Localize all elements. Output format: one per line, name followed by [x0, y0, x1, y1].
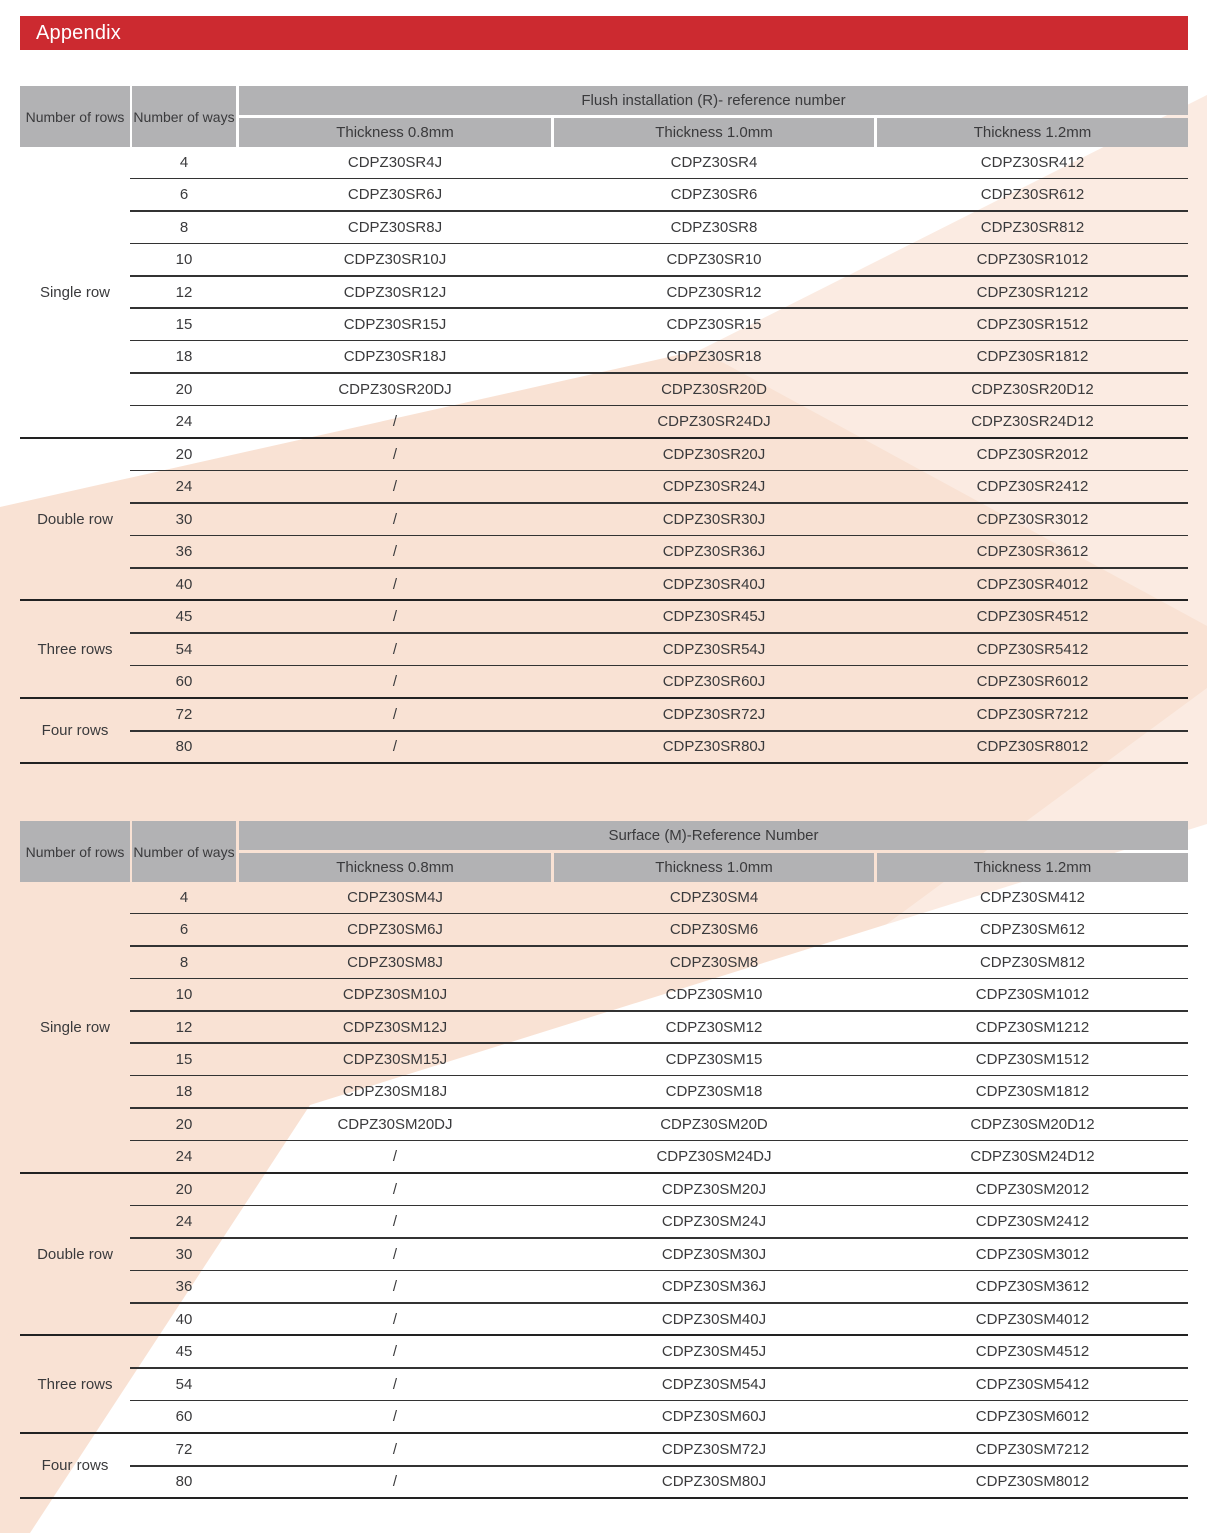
row-group-label: Three rows: [37, 1375, 113, 1393]
ref-cell-thickness-12: CDPZ30SM20D12: [970, 1115, 1095, 1133]
ref-cell-thickness-10: CDPZ30SM12: [665, 1018, 763, 1036]
table-row: [20, 979, 1188, 1010]
ref-cell-thickness-08: /: [392, 1310, 398, 1328]
header-number-of-ways: Number of ways: [132, 821, 236, 882]
ref-cell-thickness-08: /: [392, 1408, 398, 1426]
ways-cell: 10: [175, 986, 193, 1004]
ways-cell: 36: [175, 1278, 193, 1296]
ref-cell-thickness-10: CDPZ30SR30J: [662, 510, 766, 528]
ref-cell-thickness-10: CDPZ30SR60J: [662, 673, 766, 691]
ref-cell-thickness-08: CDPZ30SM15J: [342, 1050, 448, 1068]
ref-cell-thickness-10: CDPZ30SR4: [670, 153, 758, 171]
ways-cell: 8: [179, 953, 189, 971]
ref-cell-thickness-08: /: [392, 738, 398, 756]
ref-cell-thickness-08: /: [392, 1343, 398, 1361]
ways-cell: 18: [175, 348, 193, 366]
ref-cell-thickness-12: CDPZ30SR3612: [976, 543, 1089, 561]
row-group-label: Single row: [39, 1018, 111, 1036]
ref-cell-thickness-10: CDPZ30SR40J: [662, 575, 766, 593]
ref-cell-thickness-10: CDPZ30SR8: [670, 218, 758, 236]
ref-cell-thickness-12: CDPZ30SM812: [979, 953, 1086, 971]
table-row: [20, 406, 1188, 437]
ways-cell: 80: [175, 1473, 193, 1491]
ref-cell-thickness-10: CDPZ30SM36J: [661, 1278, 767, 1296]
row-group-label: Three rows: [37, 640, 113, 658]
ways-cell: 6: [179, 921, 189, 939]
ways-cell: 40: [175, 1310, 193, 1328]
ref-cell-thickness-12: CDPZ30SR6012: [976, 673, 1089, 691]
table-row: [20, 569, 1188, 600]
ref-cell-thickness-12: CDPZ30SM8012: [975, 1473, 1090, 1491]
row-group: [20, 699, 1188, 764]
ref-cell-thickness-12: CDPZ30SM1212: [975, 1018, 1090, 1036]
ways-cell: 30: [175, 510, 193, 528]
ref-cell-thickness-10: CDPZ30SM40J: [661, 1310, 767, 1328]
row-group-label: Double row: [37, 510, 113, 528]
table-row: [20, 1369, 1188, 1400]
surface-table-body: [20, 882, 1188, 1499]
ref-cell-thickness-08: /: [392, 1148, 398, 1166]
ref-cell-thickness-08: CDPZ30SR15J: [343, 315, 447, 333]
ref-cell-thickness-12: CDPZ30SR1512: [976, 315, 1089, 333]
ref-cell-thickness-12: CDPZ30SR4512: [976, 608, 1089, 626]
table-row: [20, 914, 1188, 945]
ref-cell-thickness-08: /: [392, 543, 398, 561]
table-row: [20, 309, 1188, 340]
row-group-label: Double row: [37, 1245, 113, 1263]
table-row: [20, 1076, 1188, 1107]
ref-cell-thickness-08: CDPZ30SM8J: [347, 953, 443, 971]
ref-cell-thickness-10: CDPZ30SM10: [665, 986, 763, 1004]
ref-cell-thickness-08: CDPZ30SM6J: [347, 921, 443, 939]
ref-cell-thickness-08: /: [392, 413, 398, 431]
ref-cell-thickness-10: CDPZ30SM15: [665, 1050, 763, 1068]
ref-cell-thickness-12: CDPZ30SR812: [980, 218, 1085, 236]
ways-cell: 60: [175, 1408, 193, 1426]
flush-table-body: [20, 147, 1188, 764]
table-row: [20, 1174, 1188, 1205]
ref-cell-thickness-10: CDPZ30SM72J: [661, 1441, 767, 1459]
flush-table-header: [20, 86, 1188, 147]
table-row: [20, 439, 1188, 470]
table-row: [20, 666, 1188, 697]
ref-cell-thickness-08: /: [392, 1278, 398, 1296]
ways-cell: 15: [175, 315, 193, 333]
table-row: [20, 212, 1188, 243]
ref-cell-thickness-12: CDPZ30SR24D12: [971, 413, 1094, 431]
ways-cell: 60: [175, 673, 193, 691]
table-row: [20, 341, 1188, 372]
ref-cell-thickness-10: CDPZ30SM6: [669, 921, 759, 939]
ways-cell: 15: [175, 1050, 193, 1068]
table-row: [20, 882, 1188, 913]
flush-installation-table: [20, 86, 1188, 764]
ref-cell-thickness-12: CDPZ30SM1012: [975, 986, 1090, 1004]
ways-cell: 8: [179, 218, 189, 236]
ref-cell-thickness-12: CDPZ30SM412: [979, 888, 1086, 906]
ref-cell-thickness-12: CDPZ30SR1012: [976, 251, 1089, 269]
header-number-of-ways: Number of ways: [132, 86, 236, 147]
row-group-label: Four rows: [41, 1457, 109, 1475]
ref-cell-thickness-08: CDPZ30SR6J: [347, 186, 443, 204]
ref-cell-thickness-08: CDPZ30SM20DJ: [337, 1115, 453, 1133]
ref-cell-thickness-08: /: [392, 706, 398, 724]
flush-thickness-row: [239, 118, 1188, 147]
table-row: [20, 947, 1188, 978]
ways-cell: 72: [175, 706, 193, 724]
ref-cell-thickness-12: CDPZ30SM4012: [975, 1310, 1090, 1328]
ref-cell-thickness-08: CDPZ30SR8J: [347, 218, 443, 236]
ref-cell-thickness-08: /: [392, 673, 398, 691]
header-thickness-12: Thickness 1.2mm: [877, 118, 1188, 147]
ref-cell-thickness-12: CDPZ30SR2412: [976, 478, 1089, 496]
table-row: [20, 277, 1188, 308]
ref-cell-thickness-08: CDPZ30SM12J: [342, 1018, 448, 1036]
ways-cell: 6: [179, 186, 189, 204]
ref-cell-thickness-12: CDPZ30SM7212: [975, 1441, 1090, 1459]
header-flush-span: Flush installation (R)- reference number: [239, 86, 1188, 115]
ways-cell: 45: [175, 1343, 193, 1361]
table-row: [20, 634, 1188, 665]
ways-cell: 24: [175, 413, 193, 431]
ref-cell-thickness-10: CDPZ30SR18: [666, 348, 762, 366]
row-group: [20, 1336, 1188, 1434]
header-thickness-08: Thickness 0.8mm: [239, 118, 551, 147]
ref-cell-thickness-08: CDPZ30SR18J: [343, 348, 447, 366]
ways-cell: 36: [175, 543, 193, 561]
table-row: [20, 1012, 1188, 1043]
banner-title: Appendix: [36, 21, 121, 44]
ref-cell-thickness-12: CDPZ30SR1812: [976, 348, 1089, 366]
ref-cell-thickness-10: CDPZ30SM20J: [661, 1180, 767, 1198]
row-group: [20, 882, 1188, 1174]
table-row: [20, 601, 1188, 632]
ref-cell-thickness-08: /: [392, 1375, 398, 1393]
ways-cell: 4: [179, 888, 189, 906]
ref-cell-thickness-12: CDPZ30SM4512: [975, 1343, 1090, 1361]
table-row: [20, 1304, 1188, 1335]
ref-cell-thickness-12: CDPZ30SR2012: [976, 445, 1089, 463]
ref-cell-thickness-08: CDPZ30SR12J: [343, 283, 447, 301]
table-row: [20, 536, 1188, 567]
ref-cell-thickness-08: /: [392, 1180, 398, 1198]
table-row: [20, 1336, 1188, 1367]
ways-cell: 20: [175, 445, 193, 463]
ref-cell-thickness-10: CDPZ30SR24DJ: [657, 413, 771, 431]
ways-cell: 4: [179, 153, 189, 171]
ref-cell-thickness-12: CDPZ30SM24D12: [970, 1148, 1095, 1166]
ways-cell: 12: [175, 1018, 193, 1036]
row-group: [20, 147, 1188, 439]
header-thickness-12: Thickness 1.2mm: [877, 853, 1188, 882]
ways-cell: 20: [175, 380, 193, 398]
table-row: [20, 699, 1188, 730]
row-group: [20, 1434, 1188, 1499]
surface-table-header: [20, 821, 1188, 882]
ref-cell-thickness-10: CDPZ30SR20D: [661, 380, 767, 398]
ref-cell-thickness-10: CDPZ30SR80J: [662, 738, 766, 756]
table-row: [20, 1401, 1188, 1432]
ref-cell-thickness-08: CDPZ30SM10J: [342, 986, 448, 1004]
ref-cell-thickness-12: CDPZ30SR612: [980, 186, 1085, 204]
ways-cell: 20: [175, 1180, 193, 1198]
header-thickness-08: Thickness 0.8mm: [239, 853, 551, 882]
ref-cell-thickness-10: CDPZ30SR36J: [662, 543, 766, 561]
ref-cell-thickness-12: CDPZ30SM1812: [975, 1083, 1090, 1101]
ways-cell: 24: [175, 478, 193, 496]
ref-cell-thickness-10: CDPZ30SR15: [666, 315, 762, 333]
row-group: [20, 439, 1188, 601]
ref-cell-thickness-10: CDPZ30SR54J: [662, 640, 766, 658]
ref-cell-thickness-10: CDPZ30SM4: [669, 888, 759, 906]
ref-cell-thickness-10: CDPZ30SM24DJ: [656, 1148, 772, 1166]
ref-cell-thickness-10: CDPZ30SR72J: [662, 706, 766, 724]
ways-cell: 10: [175, 251, 193, 269]
ref-cell-thickness-12: CDPZ30SR5412: [976, 640, 1089, 658]
table-row: [20, 1044, 1188, 1075]
ref-cell-thickness-10: CDPZ30SM20D: [660, 1115, 768, 1133]
header-number-of-rows: Number of rows: [20, 821, 130, 882]
ref-cell-thickness-12: CDPZ30SM3612: [975, 1278, 1090, 1296]
header-surface-span: Surface (M)-Reference Number: [239, 821, 1188, 850]
ref-cell-thickness-10: CDPZ30SM60J: [661, 1408, 767, 1426]
header-thickness-10: Thickness 1.0mm: [554, 118, 874, 147]
ways-cell: 20: [175, 1115, 193, 1133]
table-row: [20, 1434, 1188, 1465]
ref-cell-thickness-10: CDPZ30SR12: [666, 283, 762, 301]
ref-cell-thickness-12: CDPZ30SM612: [979, 921, 1086, 939]
ways-cell: 12: [175, 283, 193, 301]
ref-cell-thickness-08: /: [392, 478, 398, 496]
ref-cell-thickness-12: CDPZ30SR3012: [976, 510, 1089, 528]
ref-cell-thickness-08: /: [392, 1473, 398, 1491]
ref-cell-thickness-12: CDPZ30SR8012: [976, 738, 1089, 756]
ref-cell-thickness-08: /: [392, 640, 398, 658]
ref-cell-thickness-08: CDPZ30SR10J: [343, 251, 447, 269]
ways-cell: 24: [175, 1213, 193, 1231]
surface-header-right: [239, 821, 1188, 882]
flush-header-right: [239, 86, 1188, 147]
ways-cell: 54: [175, 640, 193, 658]
ref-cell-thickness-08: /: [392, 1245, 398, 1263]
ref-cell-thickness-10: CDPZ30SM54J: [661, 1375, 767, 1393]
row-group: [20, 601, 1188, 699]
table-row: [20, 374, 1188, 405]
surface-thickness-row: [239, 853, 1188, 882]
ref-cell-thickness-12: CDPZ30SM3012: [975, 1245, 1090, 1263]
header-number-of-rows: Number of rows: [20, 86, 130, 147]
ref-cell-thickness-10: CDPZ30SR45J: [662, 608, 766, 626]
ways-cell: 24: [175, 1148, 193, 1166]
ways-cell: 80: [175, 738, 193, 756]
table-row: [20, 1109, 1188, 1140]
ref-cell-thickness-08: CDPZ30SR20DJ: [338, 380, 452, 398]
table-row: [20, 244, 1188, 275]
ref-cell-thickness-10: CDPZ30SR24J: [662, 478, 766, 496]
row-group-label: Single row: [39, 283, 111, 301]
table-row: [20, 1271, 1188, 1302]
ref-cell-thickness-10: CDPZ30SR6: [670, 186, 758, 204]
table-row: [20, 1239, 1188, 1270]
ways-cell: 72: [175, 1441, 193, 1459]
ref-cell-thickness-08: CDPZ30SM18J: [342, 1083, 448, 1101]
ref-cell-thickness-12: CDPZ30SR412: [980, 153, 1085, 171]
ref-cell-thickness-10: CDPZ30SM18: [665, 1083, 763, 1101]
ref-cell-thickness-12: CDPZ30SR4012: [976, 575, 1089, 593]
ref-cell-thickness-12: CDPZ30SR1212: [976, 283, 1089, 301]
ref-cell-thickness-08: /: [392, 608, 398, 626]
ref-cell-thickness-12: CDPZ30SM2012: [975, 1180, 1090, 1198]
table-row: [20, 1467, 1188, 1498]
ref-cell-thickness-08: /: [392, 1441, 398, 1459]
row-group: [20, 1174, 1188, 1336]
ref-cell-thickness-10: CDPZ30SR10: [666, 251, 762, 269]
ways-cell: 18: [175, 1083, 193, 1101]
table-row: [20, 179, 1188, 210]
ref-cell-thickness-10: CDPZ30SM24J: [661, 1213, 767, 1231]
ref-cell-thickness-08: /: [392, 575, 398, 593]
ref-cell-thickness-08: CDPZ30SM4J: [347, 888, 443, 906]
header-thickness-10: Thickness 1.0mm: [554, 853, 874, 882]
table-row: [20, 1206, 1188, 1237]
table-row: [20, 732, 1188, 763]
ref-cell-thickness-12: CDPZ30SR20D12: [971, 380, 1094, 398]
ref-cell-thickness-10: CDPZ30SM30J: [661, 1245, 767, 1263]
table-row: [20, 147, 1188, 178]
ways-cell: 40: [175, 575, 193, 593]
ways-cell: 45: [175, 608, 193, 626]
ref-cell-thickness-08: /: [392, 1213, 398, 1231]
ref-cell-thickness-12: CDPZ30SM6012: [975, 1408, 1090, 1426]
row-group-label: Four rows: [41, 722, 109, 740]
surface-table: [20, 821, 1188, 1499]
ref-cell-thickness-10: CDPZ30SM45J: [661, 1343, 767, 1361]
ref-cell-thickness-12: CDPZ30SM1512: [975, 1050, 1090, 1068]
ways-cell: 30: [175, 1245, 193, 1263]
appendix-banner: [20, 16, 1188, 50]
table-row: [20, 504, 1188, 535]
ref-cell-thickness-08: /: [392, 445, 398, 463]
ref-cell-thickness-10: CDPZ30SR20J: [662, 445, 766, 463]
table-row: [20, 471, 1188, 502]
table-row: [20, 1141, 1188, 1172]
ref-cell-thickness-08: CDPZ30SR4J: [347, 153, 443, 171]
ref-cell-thickness-08: /: [392, 510, 398, 528]
ref-cell-thickness-12: CDPZ30SM5412: [975, 1375, 1090, 1393]
ref-cell-thickness-10: CDPZ30SM8: [669, 953, 759, 971]
ref-cell-thickness-10: CDPZ30SM80J: [661, 1473, 767, 1491]
ways-cell: 54: [175, 1375, 193, 1393]
ref-cell-thickness-12: CDPZ30SM2412: [975, 1213, 1090, 1231]
ref-cell-thickness-12: CDPZ30SR7212: [976, 706, 1089, 724]
